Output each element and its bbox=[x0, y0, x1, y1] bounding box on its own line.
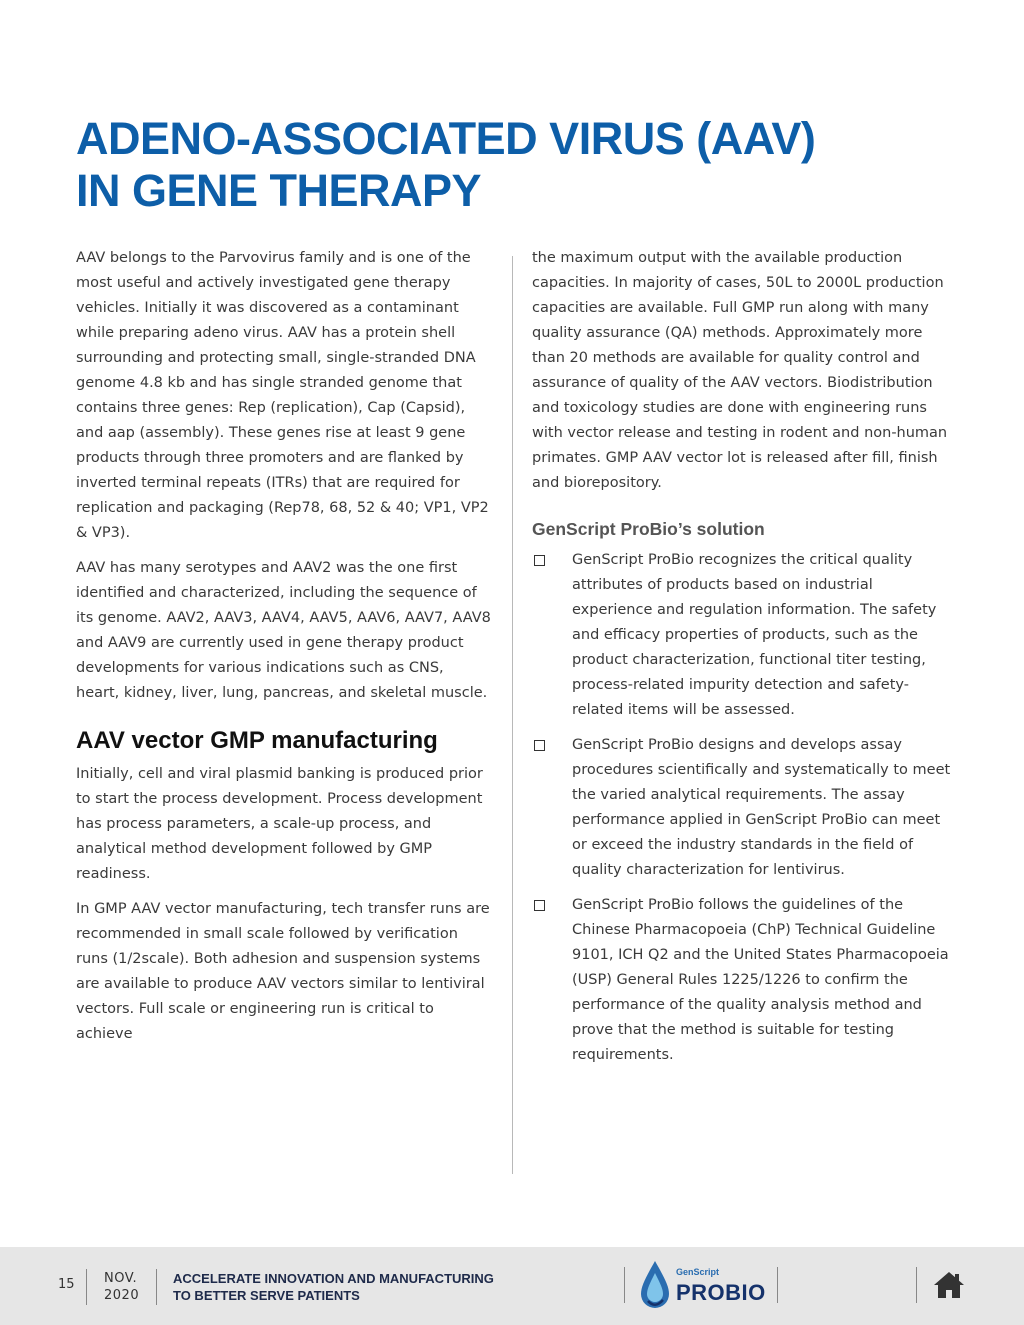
tagline-line-1: ACCELERATE INNOVATION AND MANUFACTURING bbox=[173, 1271, 494, 1286]
droplet-logo-icon bbox=[638, 1259, 672, 1311]
footer-divider bbox=[86, 1269, 87, 1305]
issue-month: NOV. bbox=[104, 1271, 138, 1286]
left-column bbox=[76, 246, 491, 1057]
footer-divider bbox=[624, 1267, 625, 1303]
list-item-text: GenScript ProBio follows the guidelines of the Chinese Pharmacopoeia (ChP) Technical Guideline 9101, ICH Q2 and the United States Pharmacopoeia (USP) General Rules 1225/1226 to confirm the performance of the quality analysis method and prove that the method is suitable for testing requirements. bbox=[572, 897, 949, 1063]
logo-text-big: PROBIO bbox=[676, 1280, 766, 1305]
checkbox-bullet-icon bbox=[534, 555, 545, 566]
right-column bbox=[532, 246, 952, 1078]
checkbox-bullet-icon bbox=[534, 900, 545, 911]
left-paragraph-3: Initially, cell and viral plasmid banking is produced prior to start the process development. Process development has process parameters, a scale-up process, and analytical method development followed by GMP readiness. bbox=[76, 766, 483, 882]
logo-text-small: GenScript bbox=[676, 1267, 720, 1277]
tagline-line-2: TO BETTER SERVE PATIENTS bbox=[173, 1288, 360, 1303]
title-line-2: IN GENE THERAPY bbox=[76, 165, 482, 216]
page-footer bbox=[0, 1247, 1024, 1325]
issue-year: 2020 bbox=[104, 1288, 140, 1303]
list-item bbox=[532, 733, 952, 883]
list-item-text: GenScript ProBio designs and develops assay procedures scientifically and systematically to meet the varied analytical requirements. The assay performance applied in GenScript ProBio can meet or exceed the industry standards in the field of quality characterization for lentivirus. bbox=[572, 737, 951, 878]
section-heading-solution: GenScript ProBio’s solution bbox=[532, 519, 765, 539]
footer-divider bbox=[777, 1267, 778, 1303]
right-paragraph-1: the maximum output with the available production capacities. In majority of cases, 50L to 2000L production capacities are available. Full GMP run along with many quality assurance (QA) methods. Approximately more than 20 methods are available for quality control and assurance of quality of the AAV vectors. Biodistribution and toxicology studies are done with engineering runs with vector release and testing in rodent and non-human primates. GMP AAV vector lot is released after fill, finish and biorepository. bbox=[532, 250, 948, 491]
footer-divider bbox=[156, 1269, 157, 1305]
footer-tagline bbox=[173, 1270, 494, 1304]
left-paragraph-1: AAV belongs to the Parvovirus family and is one of the most useful and actively investigated gene therapy vehicles. Initially it was discovered as a contaminant while preparing adeno virus. AAV has a protein shell surrounding and protecting small, single-stranded DNA genome 4.8 kb and has single stranded genome that contains three genes: Rep (replication), Cap (Capsid), and aap (assembly). These genes rise at least 9 gene products through three promoters and are flanked by inverted terminal repeats (ITRs) that are required for replication and packaging (Rep78, 68, 52 & 40; VP1, VP2 & VP3). bbox=[76, 250, 489, 541]
column-divider bbox=[512, 256, 513, 1174]
left-paragraph-4: In GMP AAV vector manufacturing, tech transfer runs are recommended in small scale followed by verification runs (1/2scale). Both adhesion and suspension systems are available to produce AAV vectors similar to lentiviral vectors. Full scale or engineering run is critical to achieve bbox=[76, 901, 490, 1042]
solution-list bbox=[532, 548, 952, 1068]
list-item bbox=[532, 893, 952, 1068]
title-line-1: ADENO-ASSOCIATED VIRUS (AAV) bbox=[76, 113, 816, 164]
section-heading-gmp: AAV vector GMP manufacturing bbox=[76, 727, 438, 754]
checkbox-bullet-icon bbox=[534, 740, 545, 751]
issue-date bbox=[104, 1270, 139, 1304]
left-paragraph-2: AAV has many serotypes and AAV2 was the one first identified and characterized, including the sequence of its genome. AAV2, AAV3, AAV4, AAV5, AAV6, AAV7, AAV8 and AAV9 are currently used in gene therapy product developments for various indications such as CNS, heart, kidney, liver, lung, pancreas, and skeletal muscle. bbox=[76, 560, 491, 701]
page-title bbox=[76, 113, 815, 217]
list-item-text: GenScript ProBio recognizes the critical quality attributes of products based on industrial experience and regulation information. The safety and efficacy properties of products, such as the product characterization, functional titer testing, process-related impurity detection and safety-related items will be assessed. bbox=[572, 552, 937, 718]
footer-divider bbox=[916, 1267, 917, 1303]
home-icon[interactable] bbox=[933, 1271, 965, 1299]
list-item bbox=[532, 548, 952, 723]
page-number: 15 bbox=[58, 1277, 75, 1292]
genscript-probio-logo[interactable] bbox=[638, 1259, 768, 1319]
